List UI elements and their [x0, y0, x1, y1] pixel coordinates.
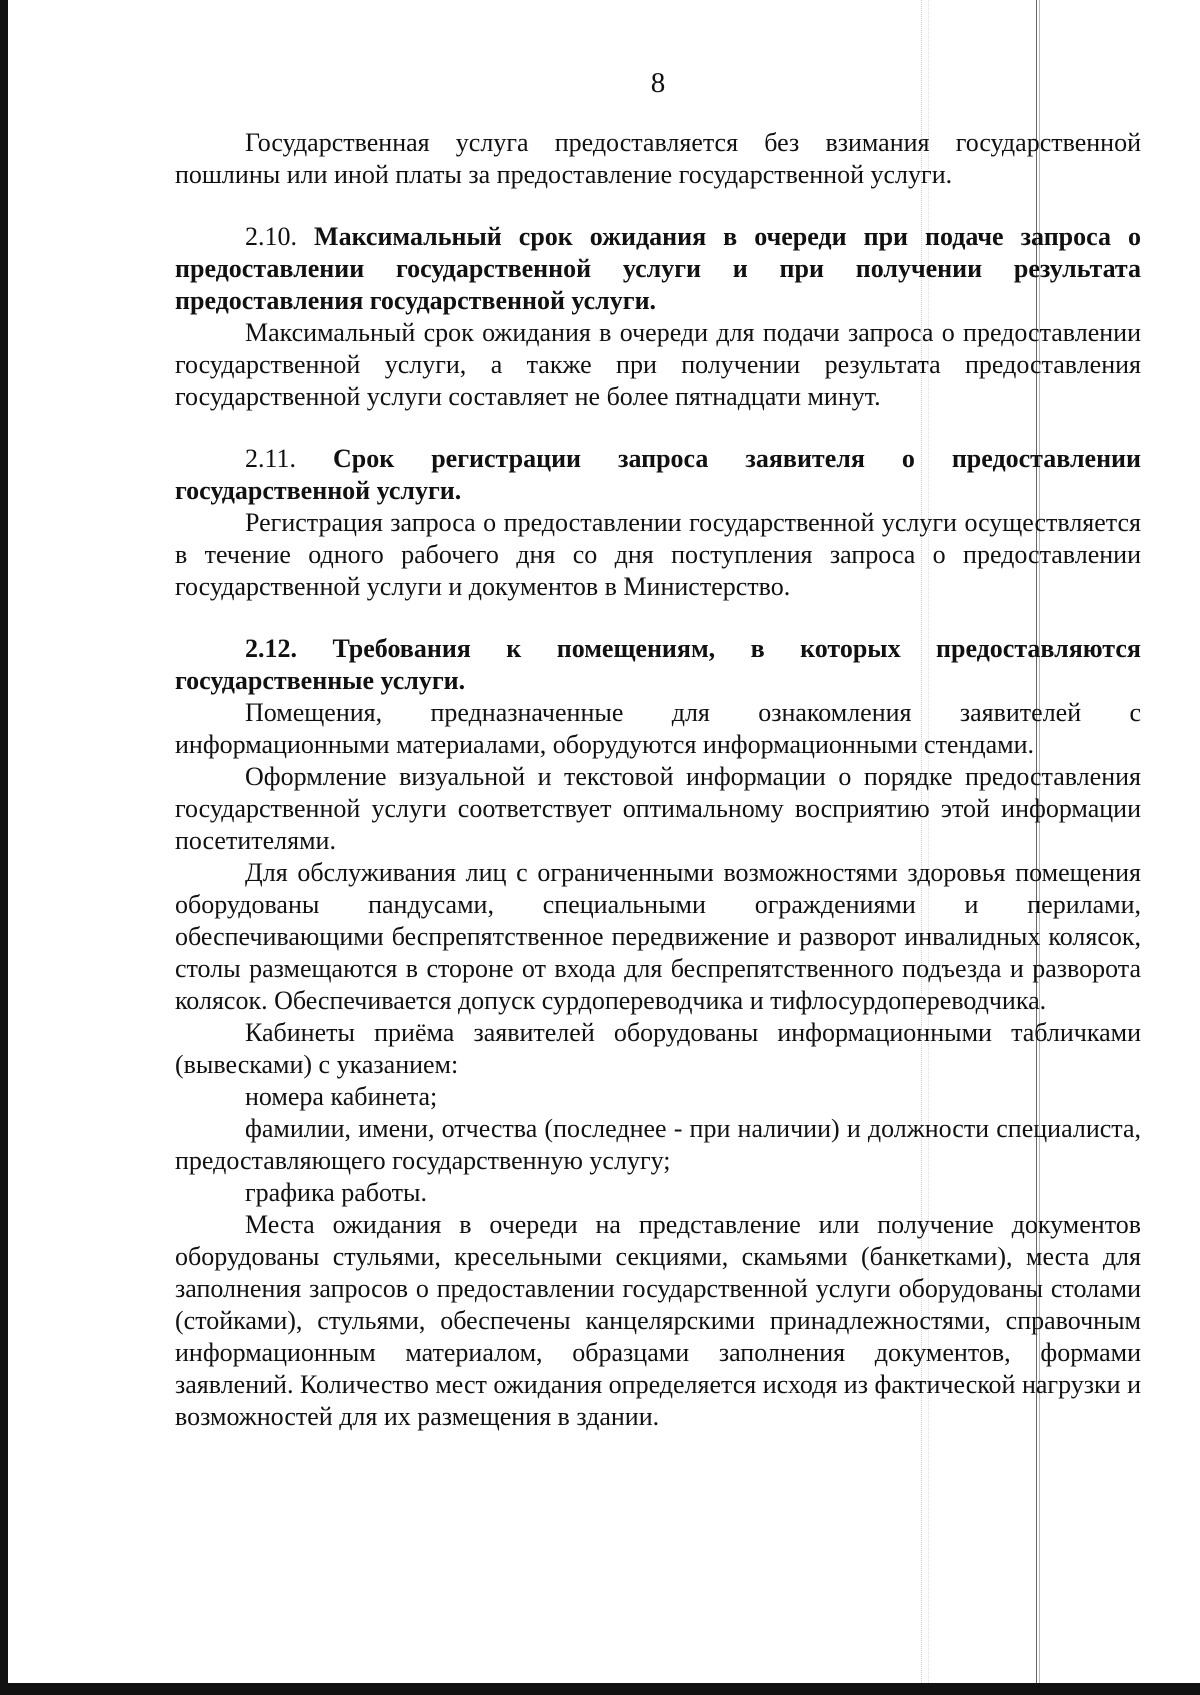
- premises-paragraph: Помещения, предназначенные для ознакомления заявителей с информационными материалами, оборудуются информационными стендами.: [175, 698, 1141, 759]
- list-item: фамилии, имени, отчества (последнее - при наличии) и должности специалиста, предоставляющего государственную услугу;: [175, 1114, 1141, 1175]
- visual-info-paragraph: Оформление визуальной и текстовой информации о порядке предоставления государственной услуги соответствует оптимальному восприятию этой информации посетителями.: [175, 762, 1141, 855]
- list-item: номера кабинета;: [245, 1082, 438, 1111]
- section-heading-2-11: [175, 443, 1141, 507]
- waiting-area-paragraph: Места ожидания в очереди на представление или получение документов оборудованы стульями, кресельными секциями, скамьями (банкетками), места для заполнения запросов о предоставлении государственной услуги оборудованы столами (стойками), стульями, обеспечены канцелярскими принадлежностями, справочным информационным материалом, образцами заполнения документов, формами заявлений. Количество мест ожидания определяется исходя из фактической нагрузки и возможностей для их размещения в здании.: [175, 1210, 1141, 1431]
- section-title: Требования к помещениям, в которых предоставляются государственные услуги.: [175, 634, 1142, 695]
- accessibility-paragraph: Для обслуживания лиц с ограниченными возможностями здоровья помещения оборудованы пандусами, специальными ограждениями и перилами, обеспечивающими беспрепятственное передвижение и разворот инвалидных колясок, столы размещаются в стороне от входа для беспрепятственного подъезда и разворота колясок. Обеспечивается допуск сурдопереводчика и тифлосурдопереводчика.: [175, 858, 1141, 1015]
- section-number: 2.11.: [245, 444, 297, 473]
- section-title: Срок регистрации запроса заявителя о предоставлении государственной услуги.: [175, 444, 1142, 505]
- section-body-2-10: Максимальный срок ожидания в очереди для подачи запроса о предоставлении государственной услуги, а также при получении результата предоставления государственной услуги составляет не более пятнадцати минут.: [175, 318, 1141, 411]
- offices-paragraph: Кабинеты приёма заявителей оборудованы информационными табличками (вывесками) с указанием:: [175, 1018, 1141, 1079]
- fee-paragraph: Государственная услуга предоставляется без взимания государственной пошлины или иной платы за предоставление государственной услуги.: [175, 128, 1141, 189]
- section-heading-2-12: [175, 633, 1141, 697]
- section-title: Максимальный срок ожидания в очереди при подаче запроса о предоставлении государственной услуги и при получении результата предоставления государственной услуги.: [175, 222, 1142, 315]
- page-number: 8: [650, 67, 666, 99]
- section-heading-2-10: [175, 221, 1141, 317]
- section-body-2-11: Регистрация запроса о предоставлении государственной услуги осуществляется в течение одного рабочего дня со дня поступления запроса о предоставлении государственной услуги и документов в Министерство.: [175, 508, 1141, 601]
- section-number: 2.10.: [245, 222, 297, 251]
- scan-bottom-edge: [0, 1683, 1200, 1695]
- document-body: [175, 127, 1141, 1433]
- section-number: 2.12.: [245, 634, 297, 663]
- scan-left-edge: [0, 0, 8, 1683]
- list-item: графика работы.: [245, 1178, 427, 1207]
